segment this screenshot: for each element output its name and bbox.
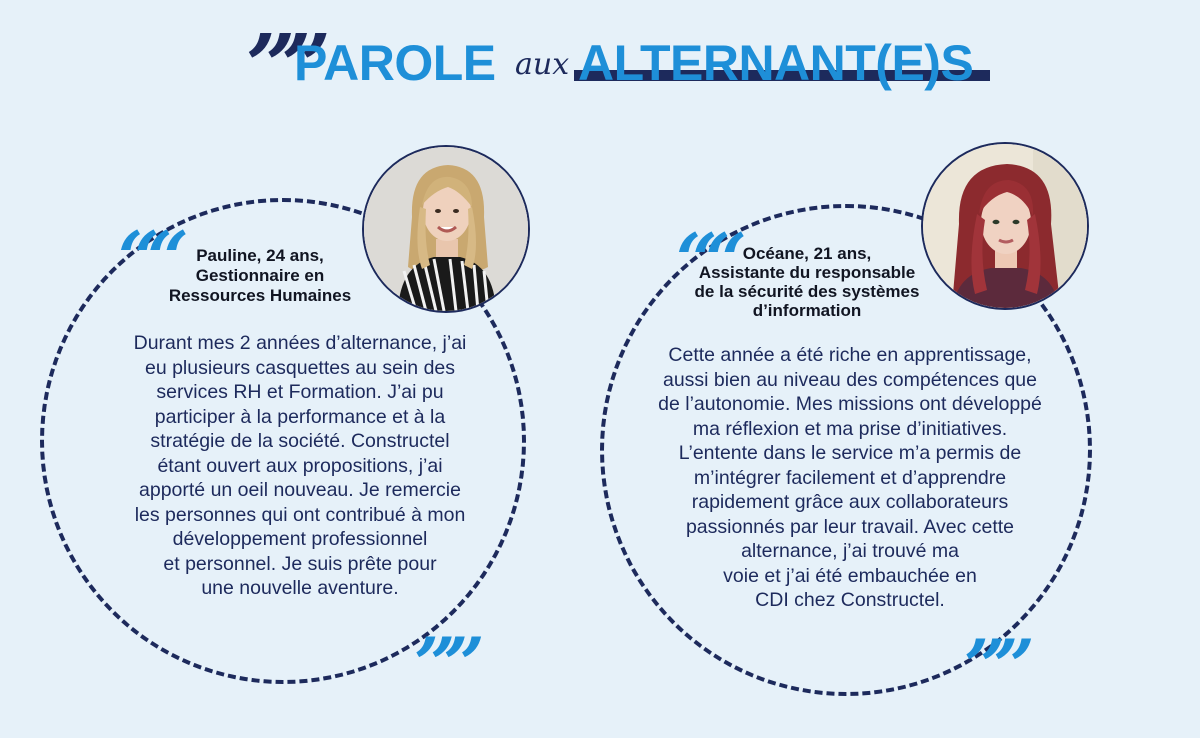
role-line: d’information [752,301,862,320]
open-quote-mark: ““ [118,215,177,300]
header-title-parole: PAROLE [294,35,496,91]
portrait-image [923,144,1087,308]
header-quote-mark: ”” [246,16,317,117]
name-line: Pauline, 24 ans, [196,246,324,265]
role-line: Gestionnaire en [195,266,325,285]
testimonial-text: Durant mes 2 années d’alternance, j’ai eu plusieurs casquettes au sein des services RH et Formation. J’ai pu participer à la performance et à la stratégie de la société. Constructel étant ouvert aux propositions, j’ai apporté un oeil nouveau. Je remercie les personnes qui ont contribué à mon développement professionnel et personnel. Je suis prête pour une nouvelle aventure. [133,332,467,599]
close-quote-mark: ”” [414,621,473,706]
header-title-alternants: ALTERNANT(E)S [578,35,974,91]
role-line: de la sécurité des systèmes [694,282,920,301]
name-line: Océane, 21 ans, [742,244,872,263]
portrait-photo-oceane [921,142,1089,310]
testimonial-name [150,246,370,306]
portrait-image [364,147,528,311]
header-title-aux: aux [515,47,570,82]
testimonial-name [676,244,938,320]
testimonial-text: Cette année a été riche en apprentissage, aussi bien au niveau des compétences que de l’autonomie. Mes missions ont développé ma réflexion et ma prise d’initiatives. L’entente dans le service m’a permis de m’intégrer facilement et d’apprendre rapidement grâce aux collaborateurs passionnés par leur travail. Avec cette alternance, j’ai trouvé ma voie et j’ai été embauchée en CDI chez Constructel. [658,344,1042,611]
role-line: Ressources Humaines [168,286,352,305]
close-quote-mark: ”” [964,623,1023,708]
page-header [0,0,1200,117]
portrait-photo-pauline [362,145,530,313]
open-quote-mark: ““ [676,217,735,302]
role-line: Assistante du responsable [698,263,916,282]
